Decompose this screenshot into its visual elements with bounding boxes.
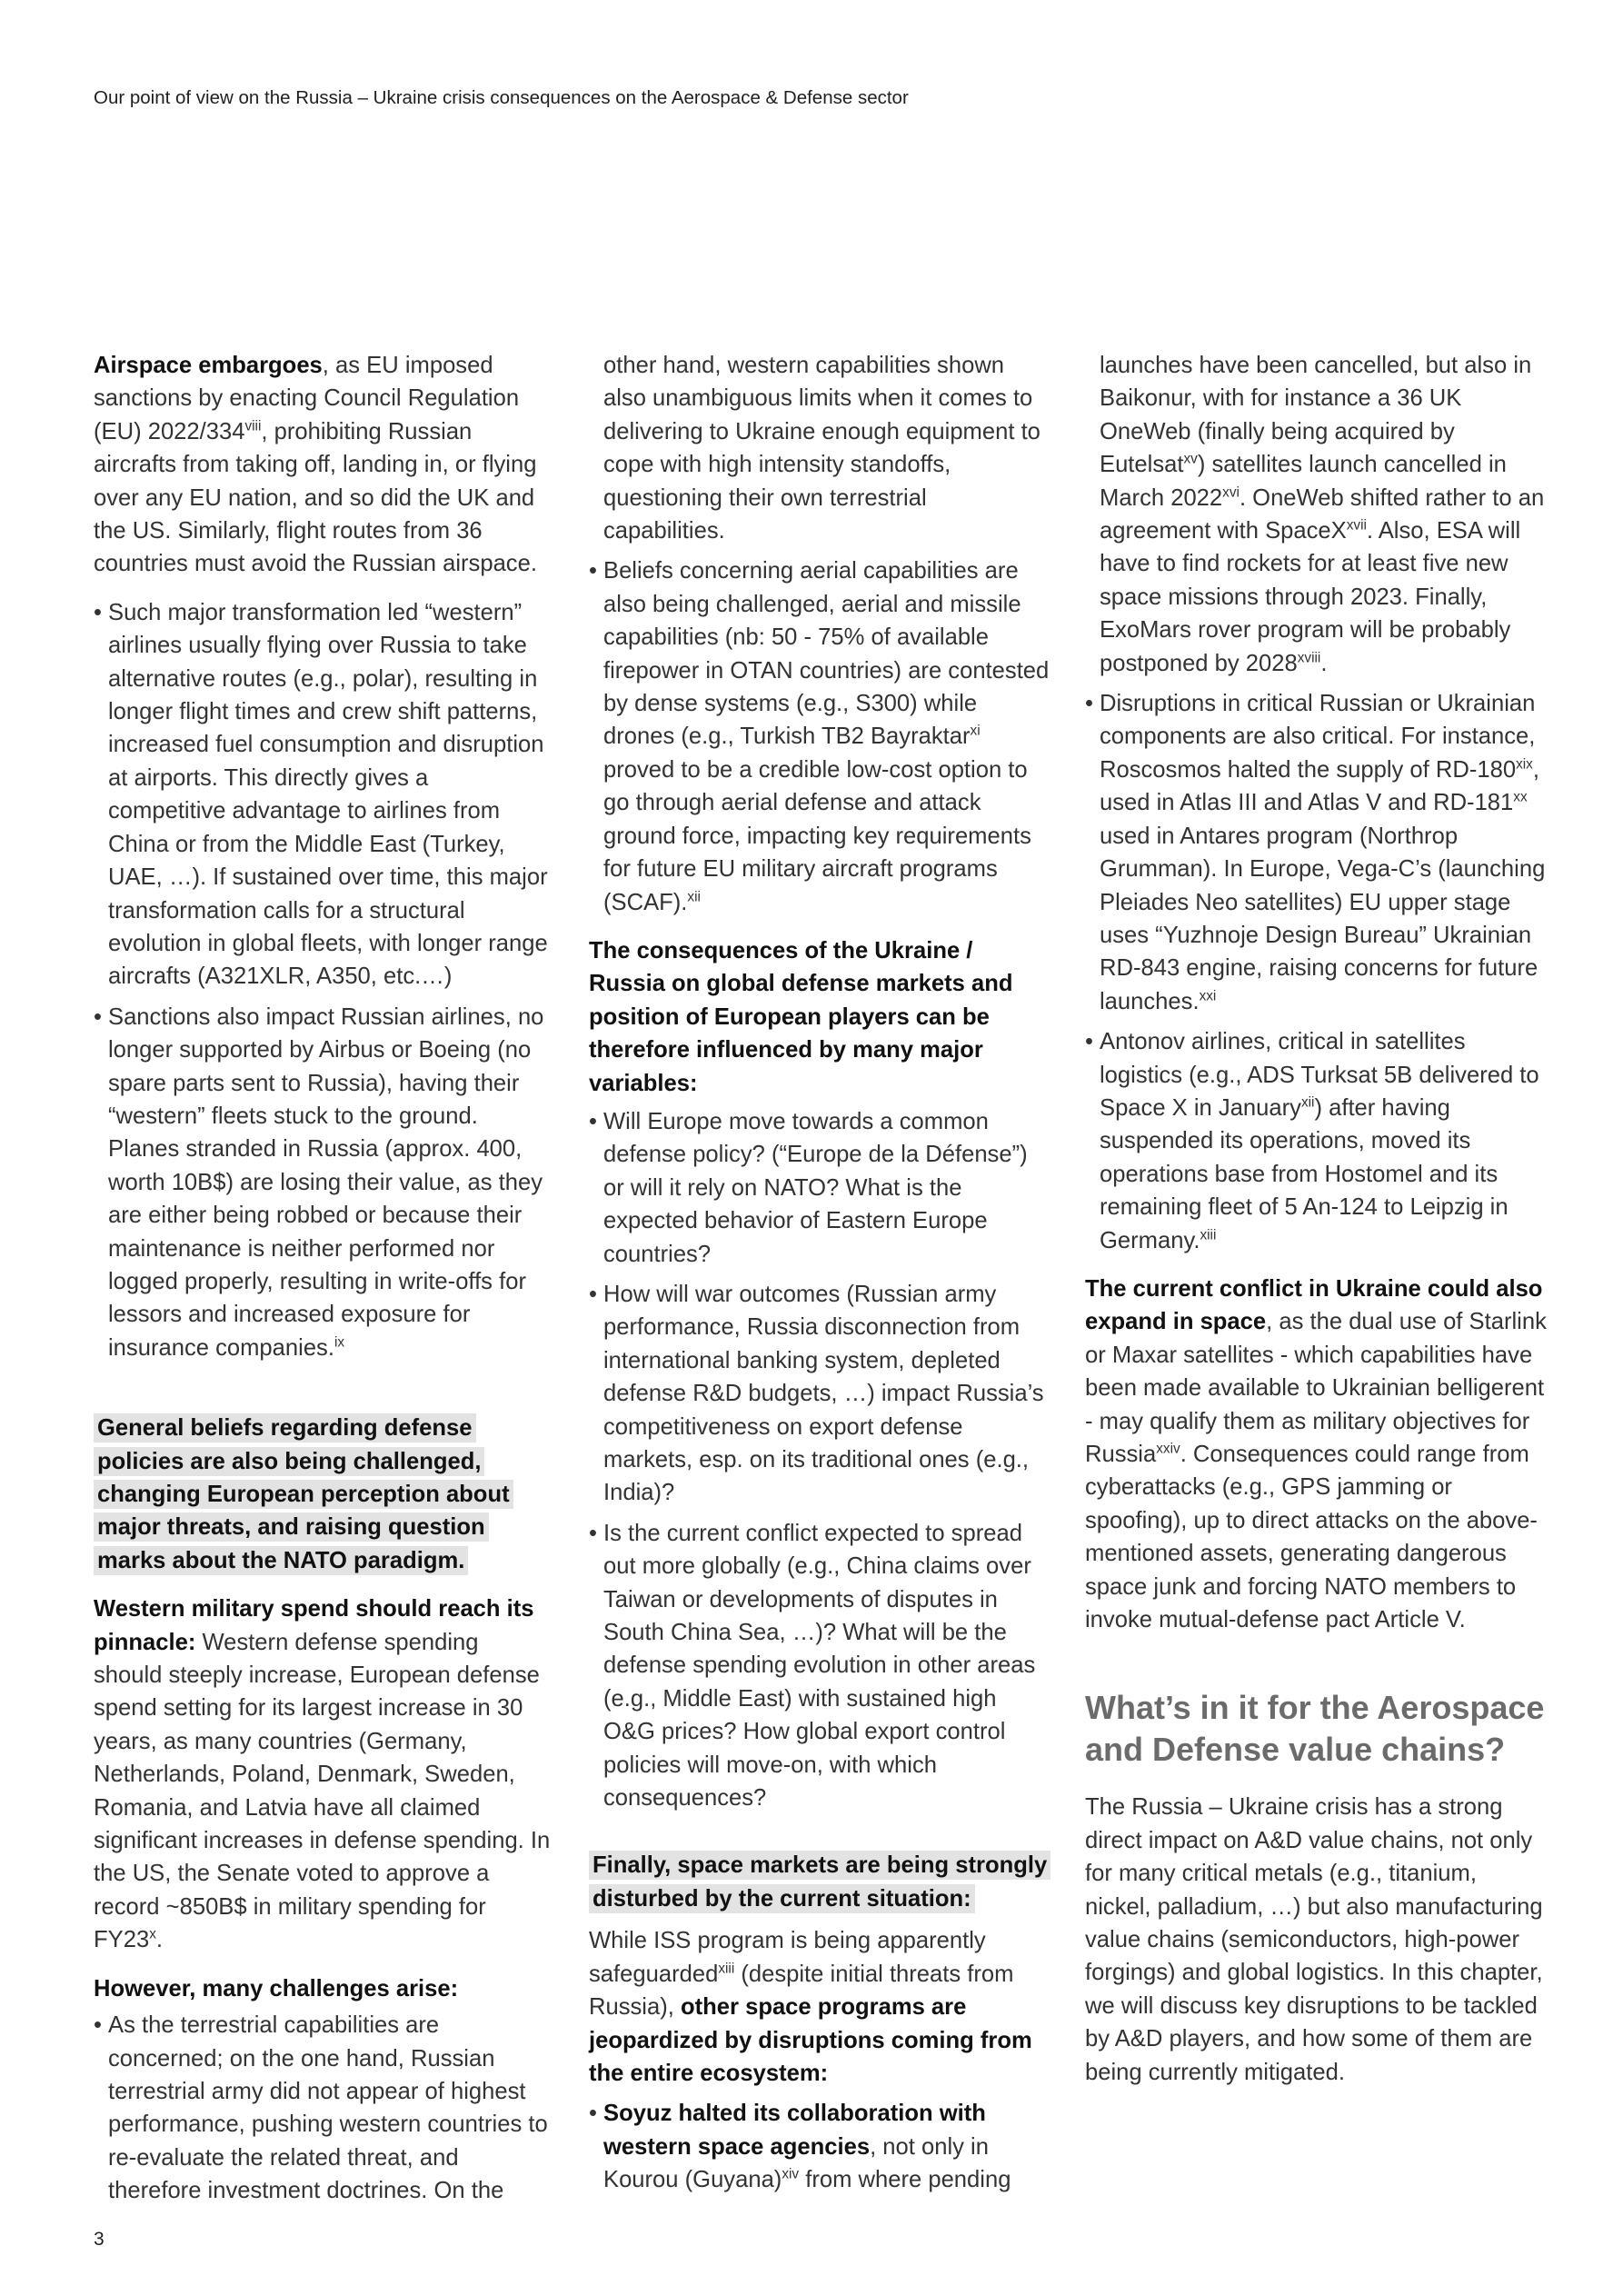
bullet-item-continued: launches have been cancelled, but also in Baikonur, with for instance a 36 UK OneWeb (finally being acquired by Eutelsat$^{xv}$) satellites launch cancelled in March 2022$^{xvi}$. OneWeb shifted rather to an agreement with SpaceX$^{xvii}$. Also, ESA will have to find rockets for at least five new space missions through 2023. Finally, ExoMars rover program will be probably postponed by $2028^{xviii}$. <box>1100 353 1545 676</box>
bullet-item: • Is the current conflict expected to spread out more globally (e.g., China claims over Taiwan or developments of disputes in South China Sea, …)? What will be the defense spending evolution in other areas (e.g., Middle East) with sustained high O&G prices? How global export control policies will move-on, with which consequences? <box>589 1517 1050 1815</box>
bullet-item: • Such major transformation led “western” airlines usually flying over Russia to take alternative routes (e.g., polar), resulting in longer flight times and crew shift patterns, increased fuel consumption and disruption at airports. This directly gives a competitive advantage to airlines from China or from the Middle East (Turkey, UAE, …). If sustained over time, this major transformation calls for a structural evolution in global fleets, with longer range aircrafts (A321XLR, A350, etc.…) <box>94 596 551 993</box>
column-2 <box>589 349 1050 2212</box>
column-1 <box>94 349 551 2223</box>
space-bullets <box>589 2097 1050 2196</box>
value-chain-paragraph: The Russia – Ukraine crisis has a strong direct impact on A&D value chains, not only for many critical metals (e.g., titanium, nickel, palladium, …) but also manufacturing value chains (semiconductors, high-power forgings) and global logistics. In this chapter, we will discuss key disruptions to be tackled by A&D players, and how some of them are being currently mitigated. <box>1085 1794 1543 2085</box>
page-number: 3 <box>94 2229 105 2250</box>
airspace-bullets <box>94 596 551 1364</box>
challenges-heading: However, many challenges arise: <box>94 1975 459 2002</box>
bullet-item: • As the terrestrial capabilities are concerned; on the one hand, Russian terrestrial army did not appear of highest performance, pushing western countries to re-evaluate the related threat, and therefore investment doctrines. On the <box>94 2009 551 2207</box>
footnote-ref: xiii <box>718 1961 735 1977</box>
footnote-ref: xiv <box>782 2166 800 2182</box>
footnote-ref: xvii <box>1346 517 1367 534</box>
aerial-bullets <box>589 554 1050 918</box>
footnote-ref: viii <box>244 418 262 434</box>
footnote-ref: xi <box>970 723 981 739</box>
challenges-bullets <box>94 2009 551 2207</box>
challenges-bullets-continued <box>589 349 1050 547</box>
consequences-heading: The consequences of the Ukraine / Russia on global defense markets and position of European players can be therefore influenced by many major variables: <box>589 937 1013 1096</box>
military-spend-paragraph: Western military spend should reach its pinnacle: Western defense spending should steeply increase, European defense spend setting for its largest increase in 30 years, as many countries (Germany, Netherlands, Poland, Denmark, Sweden, Romania, and Latvia have all claimed significant increases in defense spending. In the US, the Senate voted to approve a record ~850B$ in military spending for FY23$^x$. <box>94 1596 551 1953</box>
footnote-ref: xiii <box>1200 1227 1217 1243</box>
running-header: Our point of view on the Russia – Ukraine crisis consequences on the Aerospace & Defense sector <box>94 87 909 108</box>
footnote-ref: x <box>149 1926 156 1942</box>
footnote-ref: xix <box>1516 756 1533 773</box>
space-bullets-continued <box>1085 349 1548 680</box>
footnote-ref: xx <box>1513 789 1528 805</box>
bullet-item: • Beliefs concerning aerial capabilities are also being challenged, aerial and missile capabilities (nb: 50 - 75% of available firepower in OTAN countries) are contested by dense systems (e.g., S300) while drones (e.g., Turkish TB2 Bayraktar$^{xi}$ proved to be a credible low-cost option to go through aerial defense and attack ground force, impacting key requirements for future EU military aircraft programs (SCAF).$^{xii}$ <box>589 554 1050 918</box>
bullet-item-continued: other hand, western capabilities shown also unambiguous limits when it comes to delivering to Ukraine enough equipment to cope with high intensity standoffs, questioning their own terrestrial capabilities. <box>603 353 1041 544</box>
footnote-ref: xviii <box>1297 650 1321 666</box>
footnote-ref: xxi <box>1199 988 1217 1004</box>
iss-paragraph: While ISS program is being apparently safeguarded$^{xiii}$ (despite initial threats from Russia), other space programs are jeopardized by disruptions coming from the entire ecosystem: <box>589 1928 1032 2086</box>
section-heading: What’s in it for the Aerospace and Defense value chains? <box>1085 1689 1545 1769</box>
disruption-bullets <box>1085 687 1548 1257</box>
bullet-item: • Sanctions also impact Russian airlines, no longer supported by Airbus or Boeing (no spare parts sent to Russia), having their “western” fleets stuck to the ground. Planes stranded in Russia (approx. 400, worth 10B$) are losing their value, as they are either being robbed or because their maintenance is neither performed nor logged properly, resulting in write-offs for lessors and increased exposure for insurance companies.$^{ix}$ <box>94 1001 551 1364</box>
footnote-ref: xii <box>1300 1094 1315 1111</box>
bullet-item: • Antonov airlines, critical in satellites logistics (e.g., ADS Turksat 5B delivered to Space X in January$^{xii}$) after having suspended its operations, moved its operations base from Hostomel and its remaining fleet of 5 An-124 to Leipzig in Germany.$^{xiii}$ <box>1085 1025 1548 1257</box>
footnote-ref: xii <box>687 888 701 904</box>
bullet-item: • Soyuz halted its collaboration with western space agencies, not only in Kourou (Guyana)$^{xiv}$ from where pending <box>589 2097 1050 2196</box>
bullet-item: • Disruptions in critical Russian or Ukrainian components are also critical. For instance, Roscosmos halted the supply of RD-180$^{xix}$, used in Atlas III and Atlas V and RD-181$^{xx}$ used in Antares program (Northrop Grumman). In Europe, Vega-C’s (launching Pleiades Neo satellites) EU upper stage uses “Yuzhnoje Design Bureau” Ukrainian RD-843 engine, raising concerns for future launches.$^{xxi}$ <box>1085 687 1548 1018</box>
highlight-space-markets: Finally, space markets are being strongly disturbed by the current situation: <box>589 1849 1050 1915</box>
space-conflict-paragraph: The current conflict in Ukraine could also expand in space, as the dual use of Starlink or Maxar satellites - which capabilities have been made available to Ukrainian belligerent - may qualify them as military objectives for Russia$^{xxiv}$. Consequences could range from cyberattacks (e.g., GPS jamming or spoofing), up to direct attacks on the above-mentioned assets, generating dangerous space junk and forcing NATO members to invoke mutual-defense pact Article V. <box>1085 1275 1547 1633</box>
bullet-item: • Will Europe move towards a common defense policy? (“Europe de la Défense”) or will it rely on NATO? What is the expected behavior of Eastern Europe countries? <box>589 1105 1050 1271</box>
bullet-item: • How will war outcomes (Russian army performance, Russia disconnection from international banking system, depleted defense R&D budgets, …) impact Russia’s competitiveness on export defense markets, esp. on its traditional ones (e.g., India)? <box>589 1278 1050 1510</box>
footnote-ref: ix <box>334 1334 345 1351</box>
footnote-ref: xv <box>1183 451 1198 467</box>
column-3 <box>1085 349 1548 2104</box>
highlight-defense-beliefs: General beliefs regarding defense policies are also being challenged, changing European perception about major threats, and raising question marks about the NATO paradigm. <box>94 1412 551 1577</box>
airspace-embargoes-paragraph: Airspace embargoes, as EU imposed sanctions by enacting Council Regulation (EU) 2022/334$^{viii}$, prohibiting Russian aircrafts from taking off, landing in, or flying over any EU nation, and so did the UK and the US. Similarly, flight routes from 36 countries must avoid the Russian airspace. <box>94 353 537 577</box>
variables-bullets <box>589 1105 1050 1815</box>
footnote-ref: xxiv <box>1156 1441 1180 1457</box>
footnote-ref: xvi <box>1222 484 1240 501</box>
